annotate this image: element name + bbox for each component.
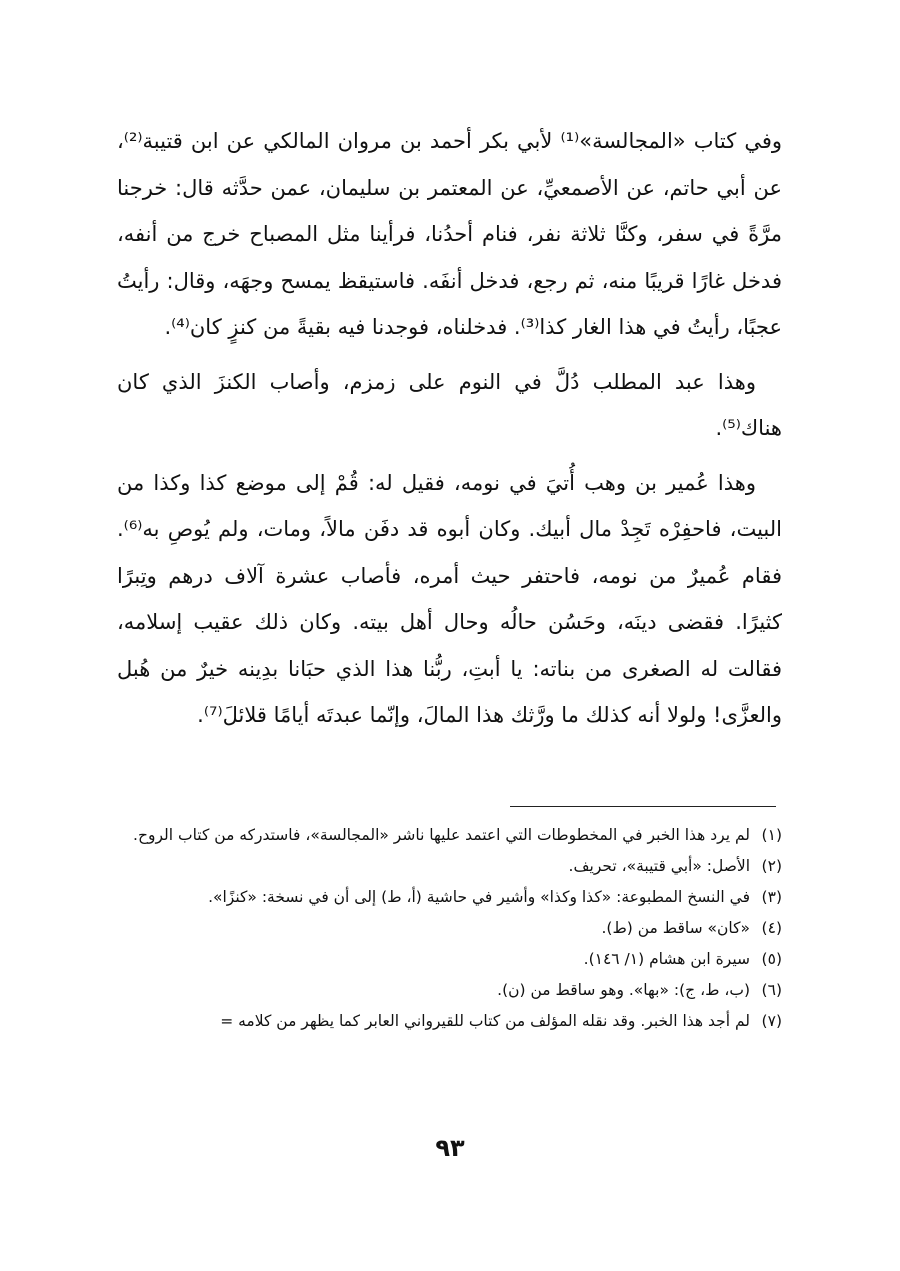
- paragraph-umayr-ibn-wahb: وهذا عُمير بن وهب أُتيَ في نومه، فقيل له: قُمْ إلى موضع كذا وكذا من البيت، فاحفِرْه تَجِدْ مال أبيك. وكان أبوه قد دفَن مالاً، ومات، ولم يُوصِ به⁽⁶⁾. فقام عُميرٌ من نومه، فاحتفر حيث أمره، فأصاب عشرة آلاف درهم وتِبرًا كثيرًا. فقضى دينَه، وحَسُن حالُه وحال أهل بيته. وكان ذلك عقيب إسلامه، فقالت له الصغرى من بناته: يا أبتِ، ربُّنا هذا الذي حبَانا بدِينه خيرٌ من هُبل والعزَّى! ولولا أنه كذلك ما ورَّثك هذا المالَ، وإنّما عبدتَه أيامًا قلائلَ⁽⁷⁾.: [117, 470, 782, 727]
- footnote: [114, 851, 782, 882]
- footnote-text: «كان» ساقط من (ط).: [601, 919, 750, 937]
- footnote-text: لم يرد هذا الخبر في المخطوطات التي اعتمد عليها ناشر «المجالسة»، فاستدركه من كتاب الروح.: [133, 826, 750, 844]
- footnote: [114, 944, 782, 975]
- footnote: [114, 882, 782, 913]
- footnote: [114, 820, 782, 851]
- footnote-number: (٦): [761, 981, 782, 999]
- main-text: [117, 118, 782, 739]
- footnote-text: الأصل: «أبي قتيبة»، تحريف.: [568, 857, 750, 875]
- footnote-number: (٤): [761, 919, 782, 937]
- footnote-separator: [510, 806, 776, 807]
- footnote-text: (ب، ط، ج): «بها». وهو ساقط من (ن).: [497, 981, 750, 999]
- footnote: [114, 1006, 782, 1037]
- page-number: ٩٣: [435, 1134, 465, 1162]
- footnote-number: (٣): [761, 888, 782, 906]
- footnote: [114, 913, 782, 944]
- footnote: [114, 975, 782, 1006]
- paragraph-majalisa: وفي كتاب «المجالسة»⁽¹⁾ لأبي بكر أحمد بن مروان المالكي عن ابن قتيبة⁽²⁾، عن أبي حاتم، عن الأصمعيِّ، عن المعتمر بن سليمان، عمن حدَّثه قال: خرجنا مرَّةً في سفر، وكنَّا ثلاثة نفر، فنام أحدُنا، فرأينا مثل المصباح خرج من أنفه، فدخل غارًا قريبًا منه، ثم رجع، فدخل أنفَه. فاستيقظ يمسح وجهَه، وقال: رأيتُ عجبًا، رأيتُ في هذا الغار كذا⁽³⁾. فدخلناه، فوجدنا فيه بقيةً من كنزٍ كان⁽⁴⁾.: [117, 129, 782, 339]
- footnote-number: (٥): [761, 950, 782, 968]
- footnote-number: (١): [761, 826, 782, 844]
- footnote-text: في النسخ المطبوعة: «كذا وكذا» وأشير في حاشية (أ، ط) إلى أن في نسخة: «كنزًا».: [208, 888, 750, 906]
- paragraph-abd-al-muttalib: وهذا عبد المطلب دُلَّ في النوم على زمزم، وأصاب الكنزَ الذي كان هناك⁽⁵⁾.: [117, 369, 782, 440]
- footnote-text: سيرة ابن هشام (١/ ١٤٦).: [583, 950, 750, 968]
- footnotes: [114, 820, 782, 1037]
- footnote-number: (٢): [761, 857, 782, 875]
- footnote-number: (٧): [761, 1012, 782, 1030]
- footnote-text: لم أجد هذا الخبر. وقد نقله المؤلف من كتاب للقيرواني العابر كما يظهر من كلامه =: [220, 1012, 750, 1030]
